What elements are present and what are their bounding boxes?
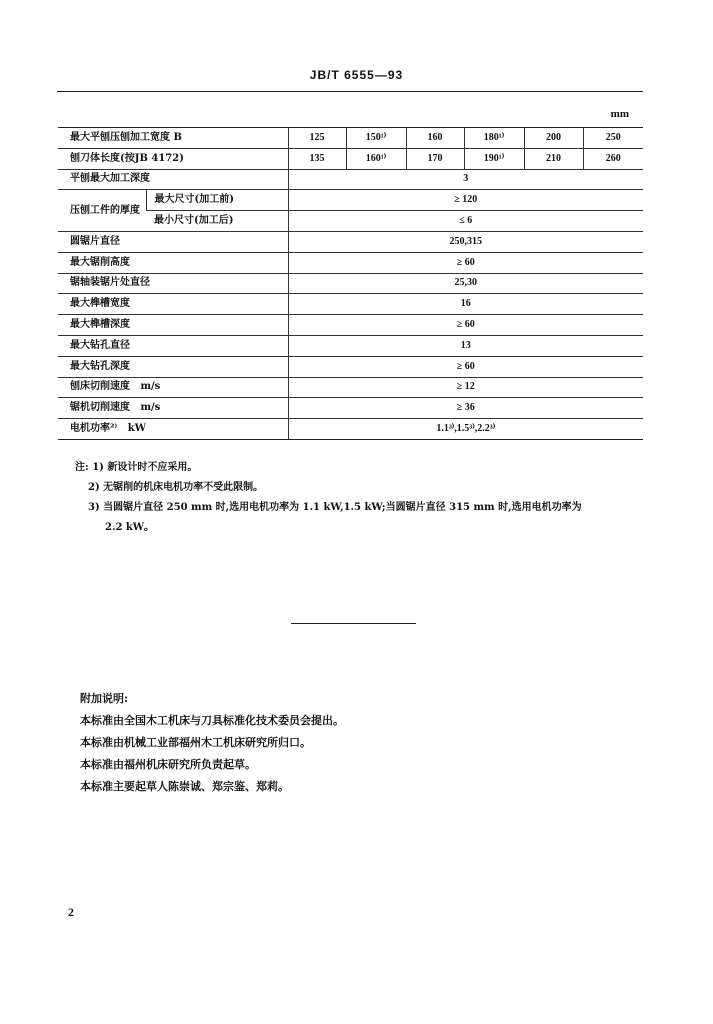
row-label: 锯机切削速度 m/s: [58, 398, 288, 419]
table-row: [58, 148, 643, 169]
note-item: 2) 无锯削的机床电机功率不受此限制。: [88, 482, 264, 493]
row-label: 最大尺寸(加工前): [146, 190, 288, 211]
row-label: 刨床切削速度 m/s: [58, 377, 288, 398]
row-label: 最大锯削高度: [58, 252, 288, 273]
page-number: 2: [68, 905, 74, 919]
table-row: [58, 419, 643, 440]
table-cell: ≥ 60: [288, 315, 643, 336]
table-cell: 3: [288, 169, 643, 190]
notes-prefix: 注:: [75, 462, 89, 473]
row-label: 平刨最大加工深度: [58, 169, 288, 190]
row-label: 电机功率²⁾ kW: [58, 419, 288, 440]
additional-line: 本标准主要起草人陈崇诚、郑宗鉴、郑莉。: [80, 780, 289, 793]
table-row: [58, 294, 643, 315]
table-cell: ≥ 60: [288, 252, 643, 273]
table-cell: ≥ 120: [288, 190, 643, 211]
table-row: [58, 315, 643, 336]
table-cell: 250,315: [288, 231, 643, 252]
table-cell: 16: [288, 294, 643, 315]
table-row: [58, 377, 643, 398]
table-row: [58, 273, 643, 294]
note-item: [75, 458, 582, 478]
row-label: 最大榫槽深度: [58, 315, 288, 336]
group-label: 压刨工件的厚度: [58, 190, 146, 232]
table-cell: 210: [524, 148, 583, 169]
table-cell: ≤ 6: [288, 211, 643, 232]
table-cell: 25,30: [288, 273, 643, 294]
row-label: 最大钻孔深度: [58, 356, 288, 377]
table-cell: 135: [288, 148, 346, 169]
table-cell: 1.1³⁾,1.5³⁾,2.2³⁾: [288, 419, 643, 440]
table-row: [58, 356, 643, 377]
table-cell: ≥ 12: [288, 377, 643, 398]
additional-line: 本标准由全国木工机床与刀具标准化技术委员会提出。: [80, 714, 344, 727]
row-label: 最大榫槽宽度: [58, 294, 288, 315]
row-label: 锯轴装锯片处直径: [58, 273, 288, 294]
row-label: 最小尺寸(加工后): [146, 211, 288, 232]
row-label: 圆锯片直径: [58, 231, 288, 252]
table-cell: 190¹⁾: [464, 148, 524, 169]
row-label: 刨刀体长度(按JB 4172): [58, 148, 288, 169]
additional-line: 本标准由福州机床研究所负责起草。: [80, 758, 256, 771]
table-cell: 160: [406, 128, 464, 149]
table-row: [58, 252, 643, 273]
row-label: 最大钻孔直径: [58, 335, 288, 356]
table-cell: 260: [583, 148, 643, 169]
table-row: [58, 190, 643, 211]
table-cell: 170: [406, 148, 464, 169]
table-cell: 150¹⁾: [346, 128, 406, 149]
note-item: 3) 当圆锯片直径 250 mm 时,选用电机功率为 1.1 kW,1.5 kW;当圆锯片直径 315 mm 时,选用电机功率为: [88, 502, 582, 513]
header-rule: [57, 91, 643, 92]
table-cell: 200: [524, 128, 583, 149]
table-row: [58, 211, 643, 232]
note-continuation: 2.2 kW。: [105, 522, 155, 533]
additional-line: 本标准由机械工业部福州木工机床研究所归口。: [80, 736, 311, 749]
table-row: [58, 169, 643, 190]
row-label: 最大平刨压刨加工宽度 B: [58, 128, 288, 149]
table-cell: 160¹⁾: [346, 148, 406, 169]
spec-table: [58, 127, 643, 440]
table-cell: ≥ 60: [288, 356, 643, 377]
table-cell: 13: [288, 335, 643, 356]
table-cell: ≥ 36: [288, 398, 643, 419]
table-row: [58, 398, 643, 419]
end-rule: [291, 623, 416, 624]
table-cell: 180¹⁾: [464, 128, 524, 149]
additional-notes: [80, 688, 344, 798]
unit-label: mm: [610, 108, 629, 120]
note-text: 1) 新设计时不应采用。: [92, 462, 198, 473]
table-row: [58, 335, 643, 356]
notes-block: [75, 458, 582, 538]
standard-code: JB/T 6555—93: [309, 68, 404, 82]
table-cell: 125: [288, 128, 346, 149]
table-row: [58, 128, 643, 149]
additional-title: 附加说明:: [80, 692, 129, 705]
table-row: [58, 231, 643, 252]
table-cell: 250: [583, 128, 643, 149]
